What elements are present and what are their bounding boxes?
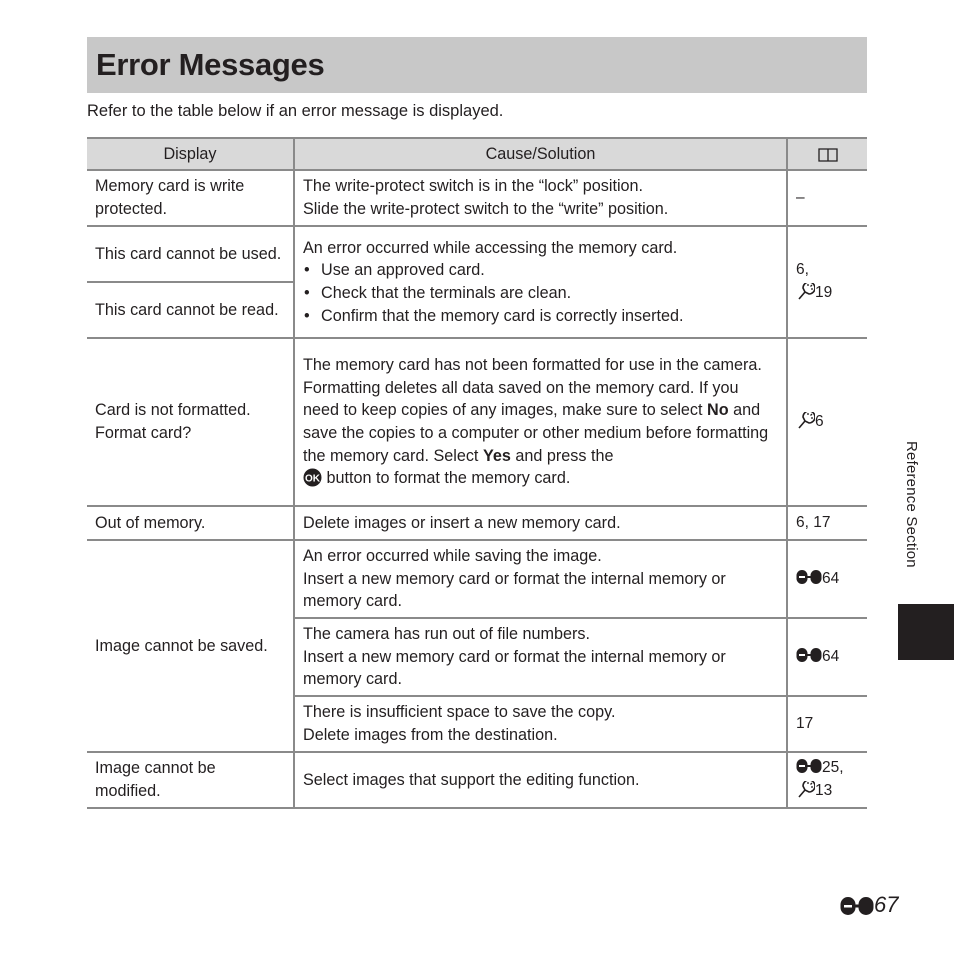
list-item: • Confirm that the memory card is correctly inserted. [321,305,778,328]
svg-text:OK: OK [305,473,320,485]
table-row [87,170,867,226]
section-tab [898,604,954,660]
cause-cell: Delete images or insert a new memory card. [294,506,787,540]
page-cell [787,226,867,338]
table-row [87,506,867,540]
no-option: No [707,401,729,420]
solution-text: Insert a new memory card or format the internal memory or memory card. [303,569,726,611]
page-ref: 6, [796,261,809,279]
ok-button-icon [303,468,322,487]
page-ref: 64 [822,647,840,665]
solution-text-part: button to format the memory card. [322,469,571,488]
cause-cell: Select images that support the editing function. [294,752,787,808]
cause-text: The camera has run out of file numbers. [303,625,591,644]
table-row [87,752,867,808]
cause-text: The write-protect switch is in the “lock” position. [303,177,644,196]
table-row [87,338,867,506]
reference-section-icon [796,647,822,664]
page-cell [787,540,867,618]
solution-text-end [303,467,778,490]
cause-text: There is insufficient space to save the copy. [303,703,616,722]
display-cell: Memory card is write protected. [87,170,294,226]
page-cell: – [787,170,867,226]
book-icon [818,147,838,162]
yes-option: Yes [482,446,511,465]
page-ref: 13 [815,782,833,799]
display-cell: Image cannot be saved. [87,540,294,752]
page-cell [787,618,867,696]
cause-text: The memory card has not been formatted for use in the camera. [303,356,762,375]
solution-list [303,259,778,327]
intro-text: Refer to the table below if an error message is displayed. [87,102,504,120]
reference-section-icon [796,758,822,775]
cause-cell [294,226,787,338]
cause-cell [294,540,787,618]
col-page-header [787,138,867,170]
page-cell: 6, 17 [787,506,867,540]
section-side-label: Reference Section [903,441,920,568]
page-number-text: 67 [874,892,899,917]
tips-ref-icon [796,781,815,798]
col-cause-header: Cause/Solution [294,138,787,170]
page-ref: 6 [815,412,824,430]
table-header-row [87,138,867,170]
page-cell: 17 [787,696,867,752]
page-ref: 64 [822,569,840,587]
cause-cell [294,338,787,506]
display-cell: Image cannot be modified. [87,752,294,808]
page-number [840,892,898,918]
display-cell: Out of memory. [87,506,294,540]
solution-text: Slide the write-protect switch to the “write” position. [303,200,669,218]
page-ref: 25, [822,759,844,777]
display-cell: This card cannot be read. [87,282,294,338]
cause-cell [294,170,787,226]
title-bar [87,37,867,93]
display-cell: This card cannot be used. [87,226,294,282]
list-item: • Check that the terminals are clean. [321,282,778,305]
page-cell [787,338,867,506]
col-display-header: Display [87,138,294,170]
display-cell: Card is not formatted. Format card? [87,338,294,506]
reference-section-icon [796,569,822,586]
cause-text: An error occurred while accessing the memory card. [303,238,678,257]
page-ref: 19 [815,284,833,301]
solution-text-part: Formatting deletes all data saved on the memory card. If you need to keep copies of any images, make sure to select [303,378,739,420]
list-item: • Use an approved card. [321,259,778,282]
error-table [87,137,867,809]
cause-text: An error occurred while saving the image. [303,547,602,566]
table-row [87,540,867,618]
solution-text [303,377,778,467]
tips-ref-icon [796,412,815,429]
cause-cell [294,618,787,696]
table-row [87,226,867,282]
page-title: Error Messages [96,47,325,82]
tips-ref-icon [796,283,815,300]
page-cell [787,752,867,808]
cause-cell [294,696,787,752]
solution-text: Delete images from the destination. [303,726,558,744]
reference-section-icon [840,895,874,917]
solution-text: Insert a new memory card or format the internal memory or memory card. [303,647,726,689]
solution-text-part: and save the copies to a computer or other medium before formatting the memory card. Select [303,401,769,465]
solution-text-part: and press the [510,446,614,465]
